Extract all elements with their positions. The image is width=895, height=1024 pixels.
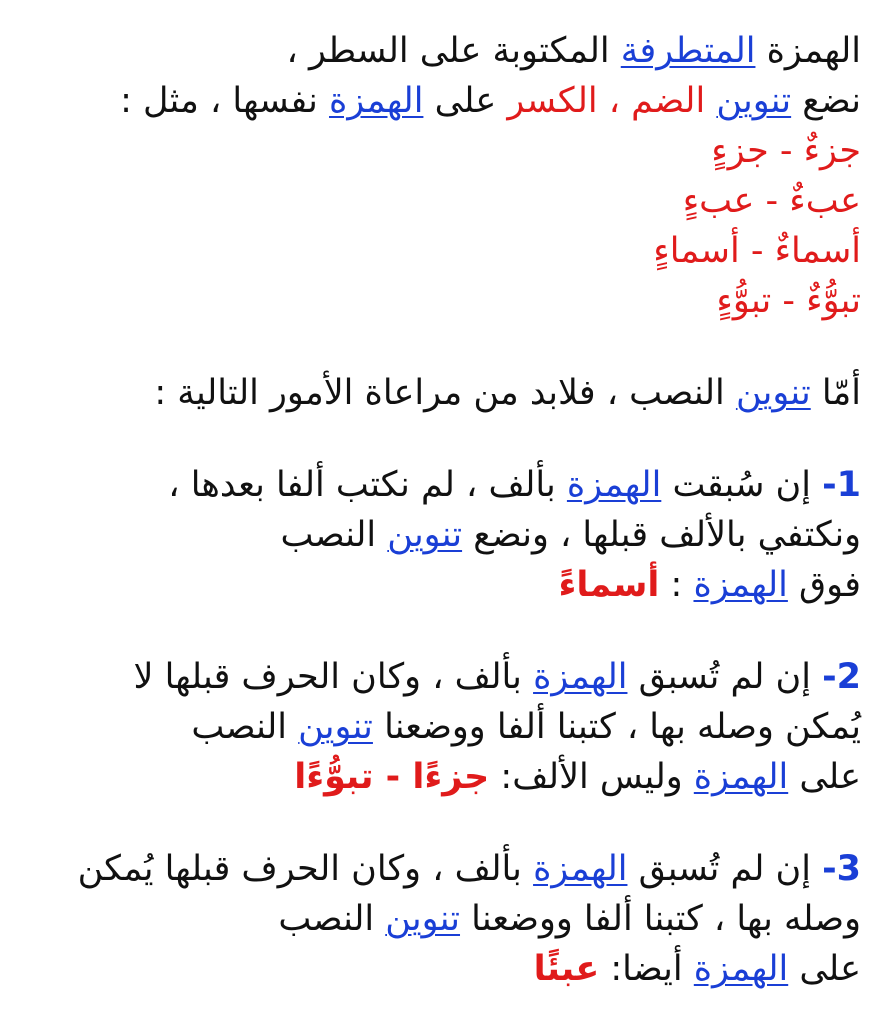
rule-2-line-1 (30, 652, 861, 702)
link-tanween[interactable]: تنوين (716, 81, 792, 121)
text: النصب (191, 707, 288, 747)
text: إن لم تُسبق (638, 657, 811, 697)
text: المكتوبة على السطر ، (286, 31, 610, 71)
link-tanween[interactable]: تنوين (735, 373, 811, 413)
spacer (30, 418, 861, 460)
text: بألف ، لم نكتب ألفا بعدها ، (168, 465, 556, 505)
link-hamza[interactable]: الهمزة (693, 757, 789, 797)
rule-1-line-1 (30, 460, 861, 510)
rule-2-line-3 (30, 752, 861, 802)
text: النصب (278, 899, 375, 939)
text: إن لم تُسبق (638, 849, 811, 889)
link-hamza[interactable]: الهمزة (533, 657, 628, 697)
link-hamza[interactable]: الهمزة (693, 565, 788, 605)
intro-line-1 (30, 26, 861, 76)
text: أيضا: (610, 949, 683, 989)
text: النصب (280, 515, 377, 555)
spacer (30, 610, 861, 652)
example-1: جزءٌ - جزءٍ (711, 131, 861, 171)
text: على (799, 757, 861, 797)
rule-example: جزءًا - تبوُّءًا (294, 757, 490, 797)
link-mutatarrifa[interactable]: المتطرفة (620, 31, 756, 71)
text: أمّا (821, 373, 861, 413)
text: يُمكن وصله بها ، كتبنا ألفا ووضعنا (384, 707, 861, 747)
text: الهمزة (766, 31, 861, 71)
link-tanween[interactable]: تنوين (385, 899, 461, 939)
text: وليس الألف: (500, 757, 683, 797)
example-2: عبءٌ - عبءٍ (682, 181, 861, 221)
example-3: أسماءٌ - أسماءٍ (653, 231, 861, 271)
rule-1-line-2 (30, 510, 861, 560)
rule-3-line-1 (30, 844, 861, 894)
spacer (30, 802, 861, 844)
rule-3-line-2 (30, 894, 861, 944)
text: وصله بها ، كتبنا ألفا ووضعنا (471, 899, 861, 939)
link-hamza[interactable]: الهمزة (329, 81, 424, 121)
rule-3 (30, 844, 861, 994)
rule-number: 3- (822, 849, 861, 889)
rule-example: عبئًا (533, 949, 600, 989)
text: إن سُبقت (672, 465, 811, 505)
link-hamza[interactable]: الهمزة (566, 465, 662, 505)
text: النصب ، فلابد من مراعاة الأمور التالية : (154, 373, 725, 413)
text: فوق (799, 565, 861, 605)
text: بألف ، وكان الحرف قبلها لا (133, 657, 522, 697)
intro-line-2 (30, 76, 861, 126)
highlight-damm-kasr: الضم ، الكسر (507, 81, 706, 121)
rule-number: 2- (822, 657, 861, 697)
text: على (799, 949, 861, 989)
text: ونكتفي بالألف قبلها ، ونضع (473, 515, 861, 555)
text: على (434, 81, 497, 121)
rule-3-line-3 (30, 944, 861, 994)
text: بألف ، وكان الحرف قبلها يُمكن (77, 849, 522, 889)
rule-2 (30, 652, 861, 802)
rule-1-line-3 (30, 560, 861, 610)
rule-2-line-2 (30, 702, 861, 752)
rule-example: أسماءً (558, 565, 660, 605)
rule-number: 1- (822, 465, 861, 505)
link-tanween[interactable]: تنوين (387, 515, 463, 555)
example-4: تبوُّءٌ - تبوُّءٍ (716, 281, 861, 321)
rule-1 (30, 460, 861, 610)
text: : (670, 565, 683, 605)
text: نضع (802, 81, 861, 121)
link-tanween[interactable]: تنوين (298, 707, 373, 747)
text: نفسها ، مثل : (120, 81, 318, 121)
link-hamza[interactable]: الهمزة (693, 949, 789, 989)
spacer (30, 326, 861, 368)
nasb-line (30, 368, 861, 418)
link-hamza[interactable]: الهمزة (533, 849, 628, 889)
